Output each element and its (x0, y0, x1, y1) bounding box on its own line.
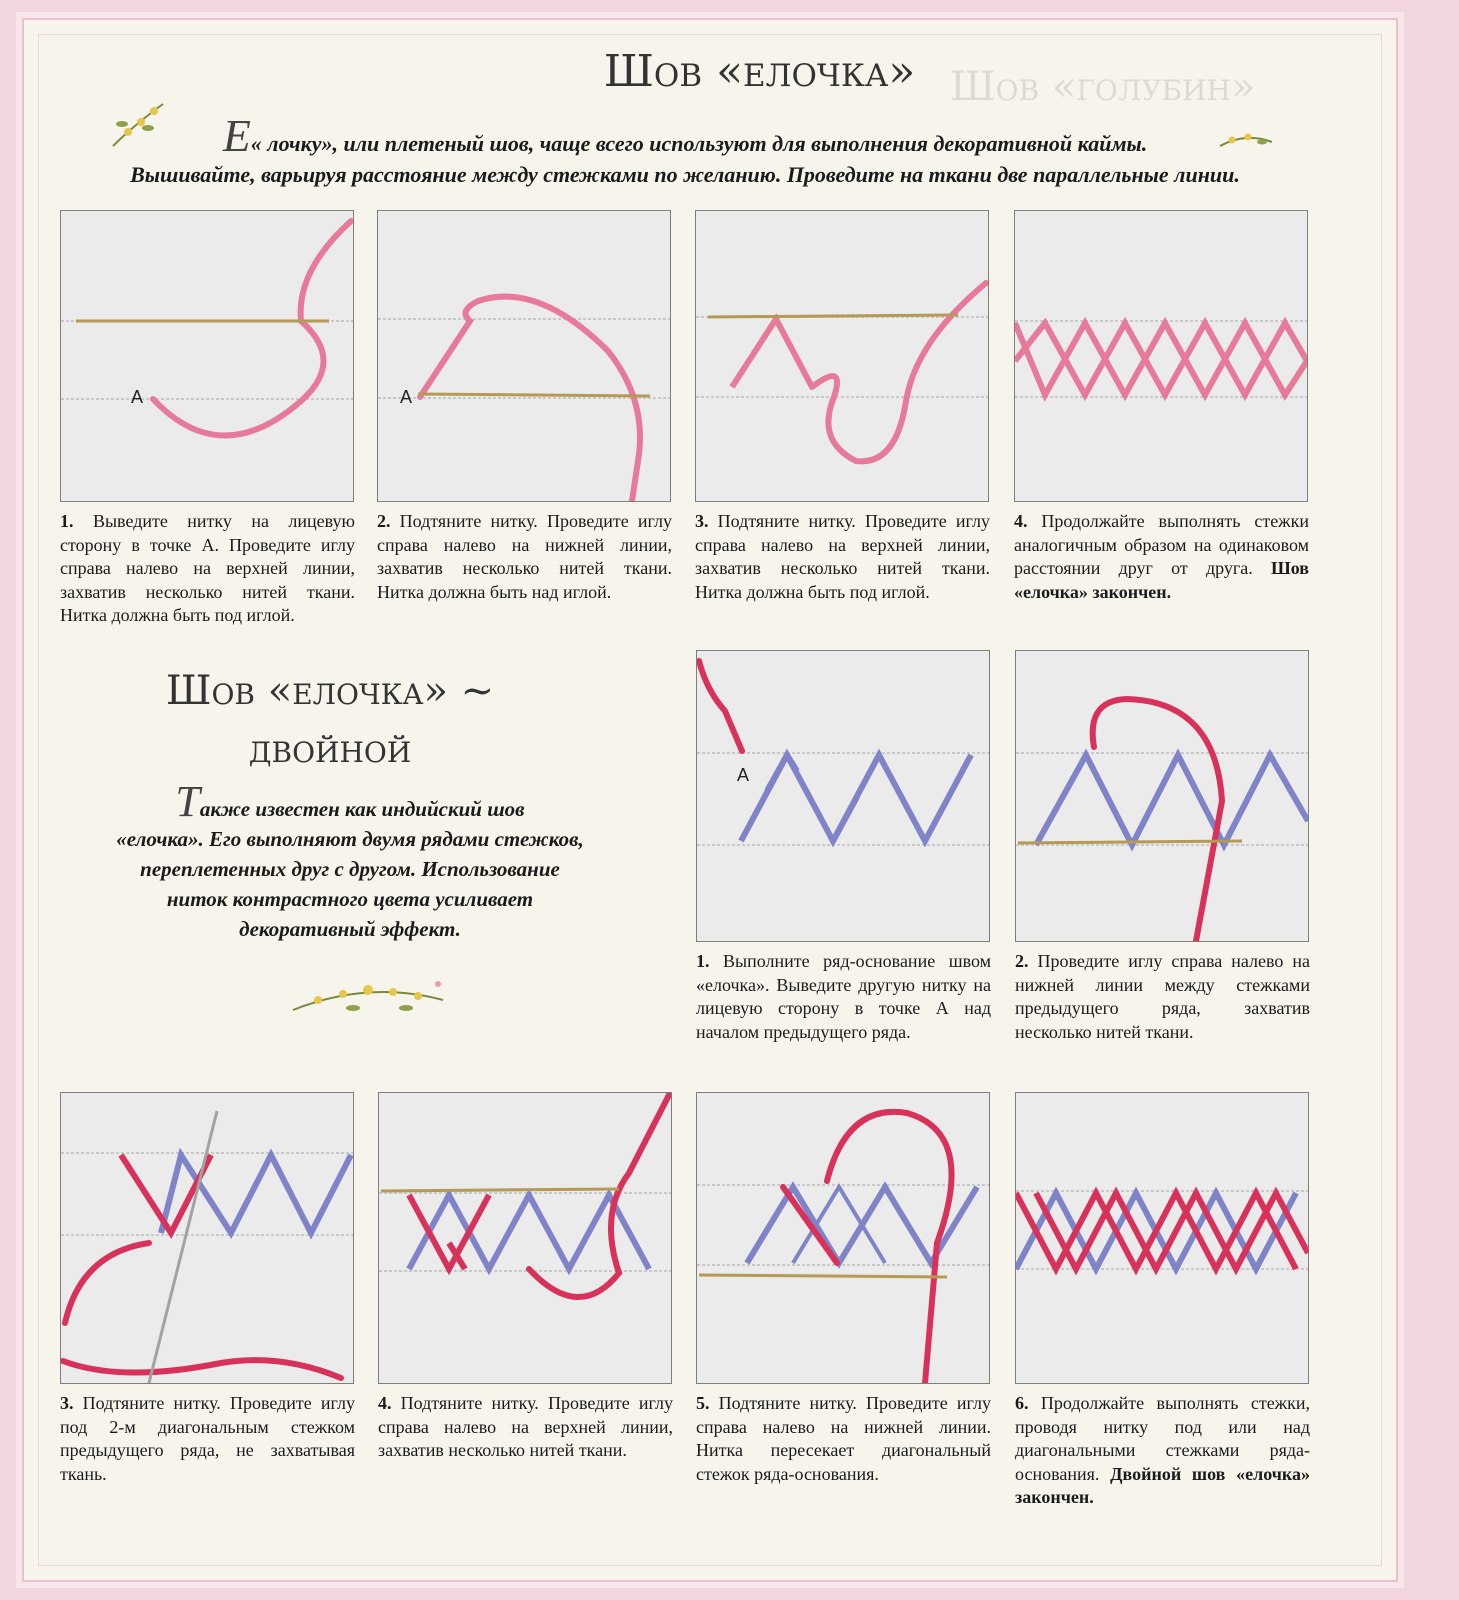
drop-cap: Т (175, 777, 200, 826)
step-photo (695, 210, 989, 502)
step-caption: 2. Проведите иглу справа налево на нижней линии между стежками предыдущего ряда, захватив несколько нитей ткани. (1015, 951, 1310, 1042)
title-line: двойной (248, 726, 412, 772)
step-caption: 3. Подтяните нитку. Проведите иглу под 2-м диагональным стежком предыдущего ряда, не захватывая ткань. (60, 1393, 355, 1484)
point-a-label: А (737, 765, 750, 785)
step-caption: 2. Подтяните нитку. Проведите иглу справа налево на нижней линии, захватив несколько нитей ткани. Нитка должна быть над иглой. (377, 511, 672, 602)
step-caption: 4. Подтяните нитку. Проведите иглу справа налево на верхней линии, захватив несколько нитей ткани. (378, 1393, 673, 1460)
step-photo (60, 210, 354, 502)
step-photo (1014, 210, 1308, 502)
step-photo (378, 1092, 672, 1384)
section1-title: Шов «елочка» (603, 46, 916, 97)
point-a-label: А (400, 387, 413, 407)
ghost-title: Шов «голубин» (950, 64, 1256, 110)
step-photo (1015, 1092, 1309, 1384)
step-caption: 5. Подтяните нитку. Проведите иглу справа налево на нижней линии. Нитка пересекает диагональный стежок ряда-основания. (696, 1393, 991, 1484)
flower-garland-icon (288, 970, 448, 1030)
step-caption: 1. Выведите нитку на лицевую сторону в точке А. Проведите иглу справа налево на верхней линии, захватив несколько нитей ткани. Нитка должна быть под иглой. (60, 511, 355, 625)
section2-title (120, 662, 540, 778)
step-photo (696, 650, 990, 942)
step-photo (1015, 650, 1309, 942)
step-caption: 4. Продолжайте выполнять стежки аналогичным образом на одинаковом расстоянии друг от друга. Шов «елочка» закончен. (1014, 511, 1309, 602)
section2-intro: Также известен как индийский шов «елочка». Его выполняют двумя рядами стежков, переплетенных друг с другом. Использование ниток контрастного цвета усиливает декоративный эффект. (116, 777, 584, 941)
step-caption: 1. Выполните ряд-основание швом «елочка». Выведите другую нитку на лицевую сторону в точке А над началом предыдущего ряда. (696, 951, 992, 1042)
step-photo (60, 1092, 354, 1384)
point-a-label: А (131, 387, 144, 407)
drop-cap: Е (222, 110, 251, 161)
step-photo (377, 210, 671, 502)
title-line: Шов «елочка» ~ (165, 668, 495, 714)
step-caption: 3. Подтяните нитку. Проведите иглу справа налево на верхней линии, захватив несколько нитей ткани. Нитка должна быть под иглой. (695, 511, 990, 602)
intro-line: Вышивайте, варьируя расстояние между стежками по желанию. Проведите на ткани две параллельные линии. (130, 162, 1240, 187)
step-caption: 6. Продолжайте выполнять стежки, проводя нитку под или над диагональными стежками ряда-основания. Двойной шов «елочка» закончен. (1015, 1393, 1311, 1507)
step-photo (696, 1092, 990, 1384)
intro-line: « лочку», или плетеный шов, чаще всего используют для выполнения декоративной каймы. (250, 131, 1148, 156)
section1-intro (40, 110, 1330, 190)
